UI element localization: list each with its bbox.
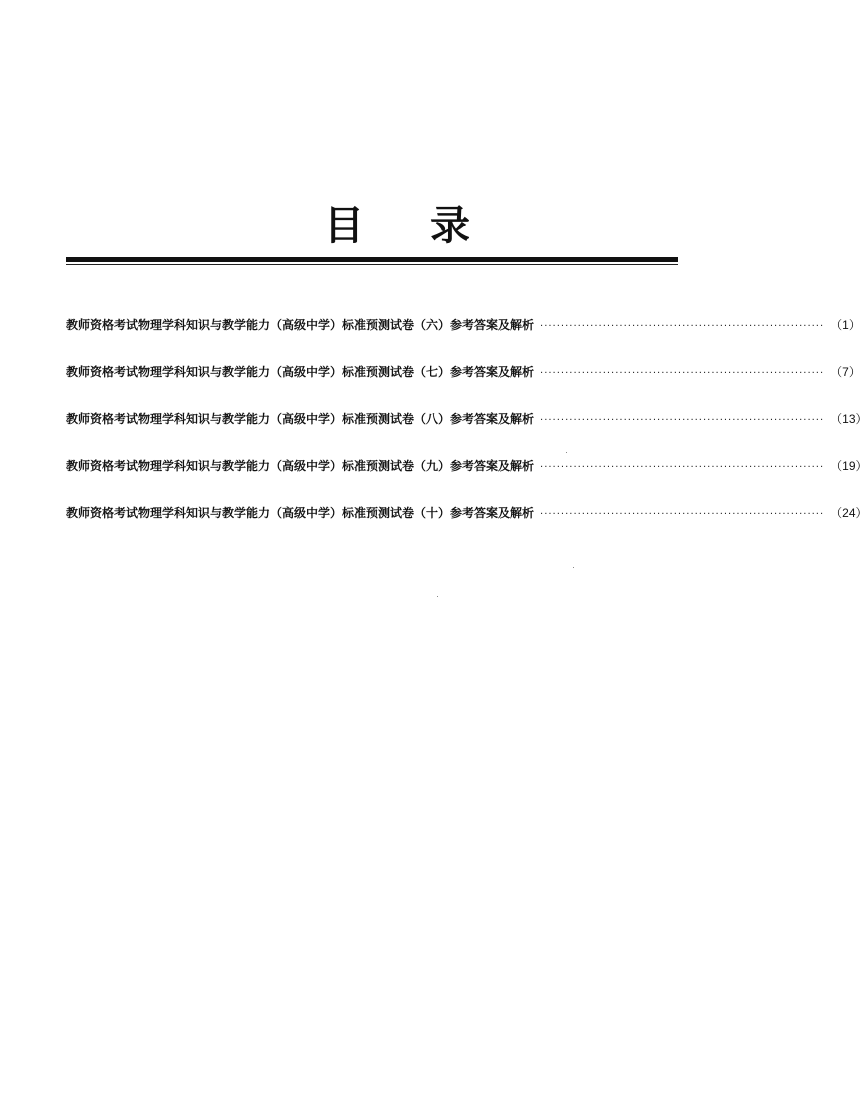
toc-entry-page: （1） [830,318,861,332]
toc-entry[interactable] [66,316,861,339]
toc-entry-title: 教师资格考试物理学科知识与教学能力（高级中学）标准预测试卷（六）参考答案及解析 [66,318,535,332]
page-title: 目 录 [324,203,496,249]
toc-leader-dots: ···································································· [540,415,825,426]
toc-entry-title: 教师资格考试物理学科知识与教学能力（高级中学）标准预测试卷（九）参考答案及解析 [66,459,535,473]
table-of-contents [66,316,868,551]
toc-entry-title: 教师资格考试物理学科知识与教学能力（高级中学）标准预测试卷（八）参考答案及解析 [66,412,535,426]
scan-speck [566,452,567,453]
toc-entry[interactable] [66,457,868,480]
toc-entry-page: （19） [830,459,868,473]
toc-entry-title: 教师资格考试物理学科知识与教学能力（高级中学）标准预测试卷（七）参考答案及解析 [66,365,535,379]
scan-speck [437,596,438,597]
scan-speck [573,567,574,568]
toc-entry-page: （7） [830,365,861,379]
title-rule-thin [66,264,678,265]
title-rule-thick [66,257,678,262]
toc-leader-dots: ···································································· [540,509,825,520]
toc-leader-dots: ···································································· [540,321,825,332]
toc-entry-page: （13） [830,412,868,426]
toc-entry-page: （24） [830,506,868,520]
toc-entry-title: 教师资格考试物理学科知识与教学能力（高级中学）标准预测试卷（十）参考答案及解析 [66,506,535,520]
toc-leader-dots: ···································································· [540,462,825,473]
toc-entry[interactable] [66,410,868,433]
toc-entry[interactable] [66,363,861,386]
toc-entry[interactable] [66,504,868,527]
toc-leader-dots: ···································································· [540,368,825,379]
